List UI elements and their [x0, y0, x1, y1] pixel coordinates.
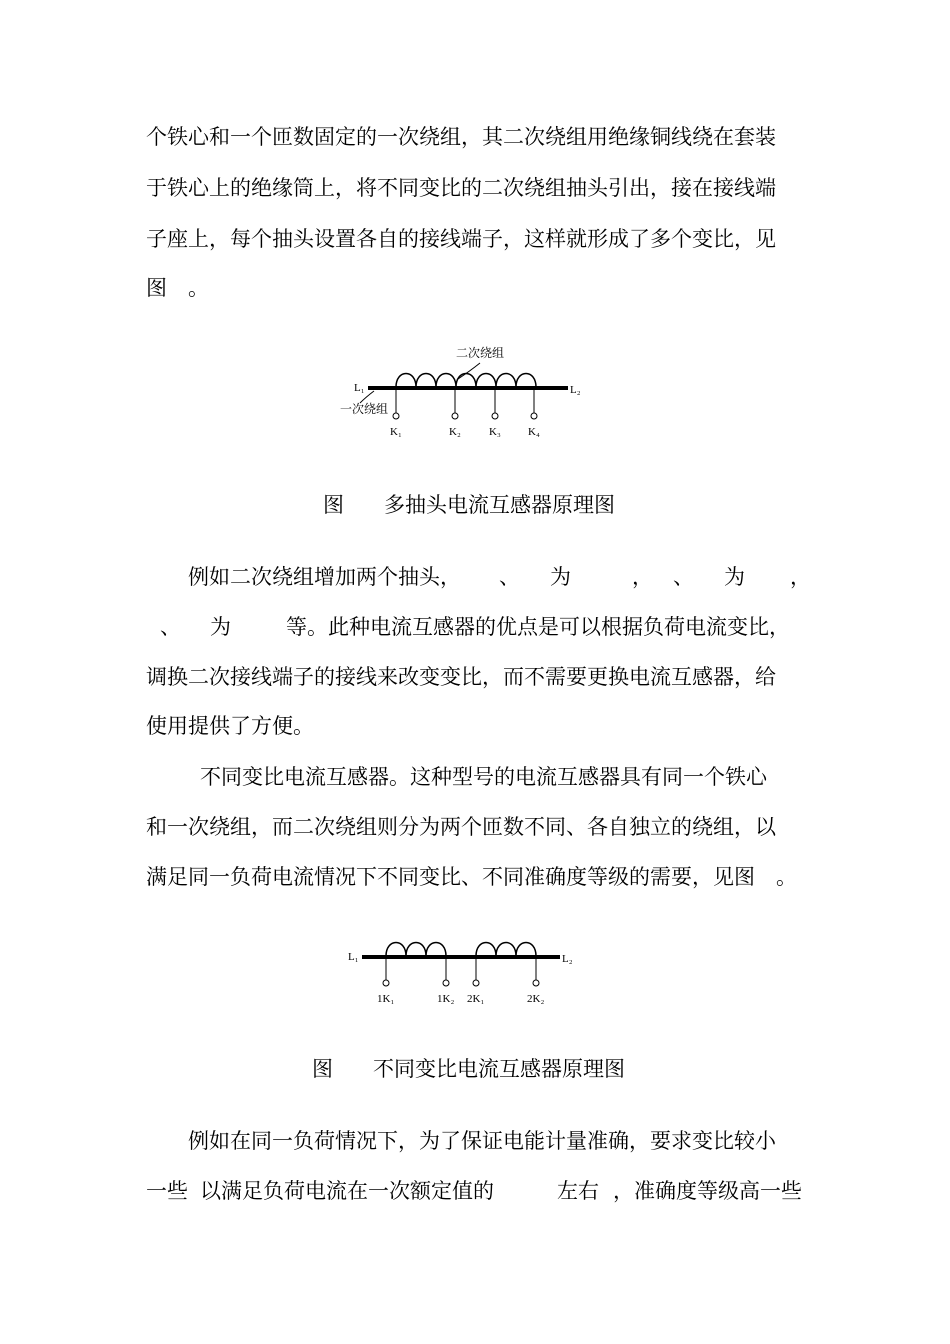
para4-line2-part: 一些 [146, 1179, 188, 1203]
figure2-diagram [340, 928, 590, 1013]
figure1-tap-label: K₂ [449, 426, 461, 438]
figure2-caption-prefix: 图 [312, 1057, 333, 1081]
para2-line2-part: 为 [210, 615, 231, 639]
figure1-caption-title: 多抽头电流互感器原理图 [384, 493, 615, 517]
para1-line4-text: 图 。 [146, 276, 209, 300]
figure1-L1: L₁ [354, 382, 365, 394]
para2-line1-part: ， [790, 565, 811, 589]
para2-line1-part: 为 [724, 565, 745, 589]
para4-line2-part: 以满足负荷电流在一次额定值的 [200, 1179, 494, 1203]
para2-line4-text: 使用提供了方便。 [146, 714, 314, 738]
figure1-primary-label: 一次绕组 [340, 402, 389, 416]
figure1-tap-label: K₄ [528, 426, 540, 438]
figure1-caption-prefix: 图 [323, 493, 344, 517]
para4-line2-part: ，准确度等级高一些 [613, 1179, 802, 1203]
para2-line1-part: 、 [673, 565, 694, 589]
para1-line3-text: 子座上，每个抽头设置各自的接线端子，这样就形成了多个变比，见 [146, 227, 776, 251]
para2-line3-text: 调换二次接线端子的接线来改变变比，而不需要更换电流互感器，给 [146, 665, 776, 689]
para3-line2-text: 和一次绕组，而二次绕组则分为两个匝数不同、各自独立的绕组，以 [146, 815, 776, 839]
figure2-tap-label: 1K₂ [437, 993, 455, 1005]
figure1-secondary-label: 二次绕组 [456, 346, 505, 360]
para2-line1-part: 例如二次绕组增加两个抽头， [188, 565, 461, 589]
para4-line1-text: 例如在同一负荷情况下，为了保证电能计量准确，要求变比较小 [188, 1129, 776, 1153]
figure2-L2: L₂ [562, 953, 573, 965]
para3-line3-text: 满足同一负荷电流情况下不同变比、不同准确度等级的需要，见图 。 [146, 865, 797, 889]
para2-line1-part: ， [632, 565, 653, 589]
para4-line2-part: 左右 [557, 1179, 599, 1203]
figure2-caption-title: 不同变比电流互感器原理图 [373, 1057, 625, 1081]
figure2-L1: L₁ [348, 951, 359, 963]
para1-line2-text: 于铁心上的绝缘筒上，将不同变比的二次绕组抽头引出，接在接线端 [146, 176, 776, 200]
figure2-tap-label: 2K₂ [527, 993, 545, 1005]
figure1-L2: L₂ [570, 384, 581, 396]
para3-line1-text: 不同变比电流互感器。这种型号的电流互感器具有同一个铁心 [200, 765, 767, 789]
para1-line1-text: 个铁心和一个匝数固定的一次绕组，其二次绕组用绝缘铜线绕在套装 [146, 125, 776, 149]
para2-line1-part: 、 [499, 565, 520, 589]
figure2-coil [386, 943, 536, 957]
figure2-tap-label: 2K₁ [467, 993, 485, 1005]
figure1-coil [396, 374, 536, 388]
para2-line2-part: 等。此种电流互感器的优点是可以根据负荷电流变比， [286, 615, 790, 639]
figure1-tap-label: K₃ [489, 426, 501, 438]
figure1-tap-label: K₁ [390, 426, 402, 438]
figure2-tap-label: 1K₁ [377, 993, 395, 1005]
para2-line1-part: 为 [550, 565, 571, 589]
figure1-diagram [330, 335, 600, 445]
para2-line2-part: 、 [160, 615, 181, 639]
